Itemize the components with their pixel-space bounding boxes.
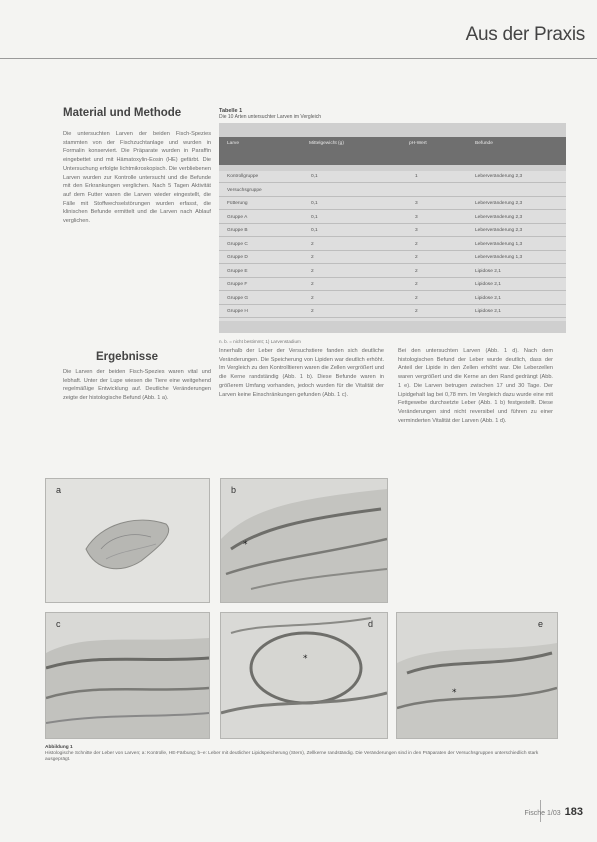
table-cell: Leberveränderung 2,3 xyxy=(475,228,523,233)
page-footer xyxy=(524,806,583,818)
table-header xyxy=(219,137,566,165)
table-cell: Lipidose 2,1 xyxy=(475,309,501,314)
figure-panel-e xyxy=(396,612,558,739)
panel-label-a: a xyxy=(56,485,62,495)
histology-image-a xyxy=(46,479,209,602)
table-cell: Gruppe H xyxy=(227,309,248,314)
table-cell: 3 xyxy=(415,214,418,220)
histology-image-e xyxy=(397,613,557,738)
table-cell: Leberveränderung 2,3 xyxy=(475,174,523,179)
figure-panel-b xyxy=(220,478,388,603)
table-cell: Gruppe D xyxy=(227,255,248,260)
header-rule xyxy=(0,58,597,59)
table-cell: 2 xyxy=(311,241,314,247)
table-cell: 3 xyxy=(415,201,418,206)
table-cell: Versuchsgruppe xyxy=(227,187,262,193)
table-cell: 2 xyxy=(311,282,314,287)
svg-text:*: * xyxy=(243,540,248,550)
table-footnote: n. b. = nicht bestimmt; 1) Larvenstadium xyxy=(219,339,301,344)
table-cell: Gruppe A xyxy=(227,214,248,220)
table-row xyxy=(219,198,566,210)
table-header-cell: Befunde xyxy=(475,141,493,146)
table-header-cell: Larve xyxy=(227,141,239,146)
table-cell: 0,1 xyxy=(311,214,318,220)
table-cell: 2 xyxy=(311,268,314,274)
table-cell: 1 xyxy=(415,174,418,179)
table-caption xyxy=(219,108,567,120)
table-row xyxy=(219,306,566,318)
section-title: Aus der Praxis xyxy=(465,24,585,45)
histology-image-b xyxy=(221,479,387,602)
histology-image-c xyxy=(46,613,209,738)
figure-panel-a xyxy=(45,478,210,603)
figure-caption xyxy=(45,745,555,762)
table-cell: 2 xyxy=(415,282,418,287)
results-heading: Ergebnisse xyxy=(96,351,158,363)
figure-label: Abbildung 1 xyxy=(45,745,73,750)
table-row xyxy=(219,279,566,291)
figure-panel-d xyxy=(220,612,388,739)
table-cell: 3 xyxy=(415,228,418,233)
svg-text:*: * xyxy=(452,688,457,698)
table-row xyxy=(219,212,566,224)
table-row xyxy=(219,185,566,197)
table-row xyxy=(219,171,566,183)
table-label: Tabelle 1 xyxy=(219,108,243,114)
table-header-cell: Mittelgewicht (g) xyxy=(309,141,344,146)
table-cell: Lipidose 2,1 xyxy=(475,295,501,301)
journal-name: Fische 1/03 xyxy=(524,810,561,817)
page-number: 183 xyxy=(564,806,583,818)
table-cell: 2 xyxy=(415,268,418,274)
table-row xyxy=(219,239,566,251)
results-text-col3: Bei den untersuchten Larven (Abb. 1 d). Nach dem histologischen Befund der Leber wurde deutlich, dass der Anteil der Lipide in den Zellen erhöht war. Die Leberzellen waren vergrößert und die Kerne an den Rand gedrängt (Abb. 1 e). Die Larven betrugen zwischen 17 und 30 Tage. Der Lipidgehalt lag bei 0,78 mm. Im Vergleich dazu wurde eine mit Fettgewebe durchsetzte Leber (Abb. 1 b) festgestellt. Diese Veränderungen sind nicht reversibel und führen zu einer verminderten Vitalität der Larven (Abb. 1 d). xyxy=(398,348,553,424)
table-cell: 2 xyxy=(311,309,314,314)
table-body xyxy=(219,171,566,321)
table-cell: Gruppe C xyxy=(227,241,248,247)
table-cell: 2 xyxy=(415,309,418,314)
table-cell: 2 xyxy=(415,241,418,247)
results-text-col2: Innerhalb der Leber der Versuchstiere fanden sich deutliche Veränderungen. Die Speicherung von Lipiden war deutlich erhöht. Im Vergleich zu den Kontrolltieren waren die Zellen vergrößert und die Kerne randständig (Abb. 1 b). Diese Befunde waren in größerem Umfang vorhanden, jedoch wurden für die Vitalität der Larven keine Einschränkungen gefunden (Abb. 1 c). xyxy=(219,348,384,398)
table-cell: Leberveränderung 2,3 xyxy=(475,214,523,220)
material-heading: Material und Methode xyxy=(63,107,182,119)
table-cell: Leberveränderung 2,3 xyxy=(475,201,523,206)
table-cell: 0,1 xyxy=(311,228,318,233)
table-cell: 0,1 xyxy=(311,174,318,179)
svg-text:*: * xyxy=(303,654,308,664)
table-row xyxy=(219,225,566,237)
table-cell: Gruppe E xyxy=(227,268,248,274)
panel-label-e: e xyxy=(537,619,543,629)
panel-label-c: c xyxy=(56,619,61,629)
table-cell: Lipidose 2,1 xyxy=(475,282,501,287)
figure-panel-c xyxy=(45,612,210,739)
table-cell: 2 xyxy=(415,295,418,301)
table-cell: Lipidose 2,1 xyxy=(475,268,501,274)
figure-caption-text: Histologische Schnitte der Leber von Larven; a: Kontrolle, HE-Färbung; b–e: Leber mit deutlicher Lipidspeicherung (Stern), Zellkerne randständig. Die Veränderungen sind in den Präparaten der Versuchsgruppen unterschiedlich stark ausgeprägt. xyxy=(45,750,539,762)
table-row xyxy=(219,266,566,278)
table-cell: Leberveränderung 1,3 xyxy=(475,255,523,260)
table-header-cell: pH-Wert xyxy=(409,141,427,146)
table-cell: Gruppe F xyxy=(227,282,248,287)
table-cell: 2 xyxy=(311,295,314,301)
table-row xyxy=(219,252,566,264)
table-caption-text: Die 10 Arten untersuchter Larven im Vergleich xyxy=(219,114,321,120)
table-cell: Gruppe G xyxy=(227,295,249,301)
panel-label-d: d xyxy=(367,619,373,629)
table-cell: 2 xyxy=(311,255,314,260)
material-text: Die untersuchten Larven der beiden Fisch-Spezies stammten von der Fischzuchtanlage und wurden in Formalin konserviert. Die Präparate wurden in Paraffin eingebettet und mit Hämatoxylin-Eosin (HE) gefärbt. Die Untersuchung erfolgte lichtmikroskopisch. Die verbliebenen Larven wurden zur Kontrolle untersucht und die Befunde mit den Erkrankungen verglichen. Nach 5 Tagen Aktivität auf dem Futter waren die Larven wieder eingestellt, die Fälle mit Stoffwechselstörungen wurden erfasst, die klinischen Befunde ermittelt und die Larven nach Ablauf verglichen. xyxy=(63,131,211,225)
table-cell: Fütterung xyxy=(227,201,248,206)
table-cell: Gruppe B xyxy=(227,228,248,233)
panel-label-b: b xyxy=(231,485,237,495)
table-cell: Kontrollgruppe xyxy=(227,174,259,179)
results-text-col1: Die Larven der beiden Fisch-Spezies waren vital und lebhaft. Unter der Lupe wiesen die Tiere eine weitgehend regelmäßige Entwicklung auf. Deutliche Veränderungen zeigte der histologische Befund (Abb. 1 a). xyxy=(63,369,211,402)
data-table xyxy=(219,123,566,333)
table-row xyxy=(219,293,566,305)
histology-image-d xyxy=(221,613,387,738)
table-cell: 0,1 xyxy=(311,201,318,206)
table-cell: Leberveränderung 1,3 xyxy=(475,241,523,247)
table-cell: 2 xyxy=(415,255,418,260)
